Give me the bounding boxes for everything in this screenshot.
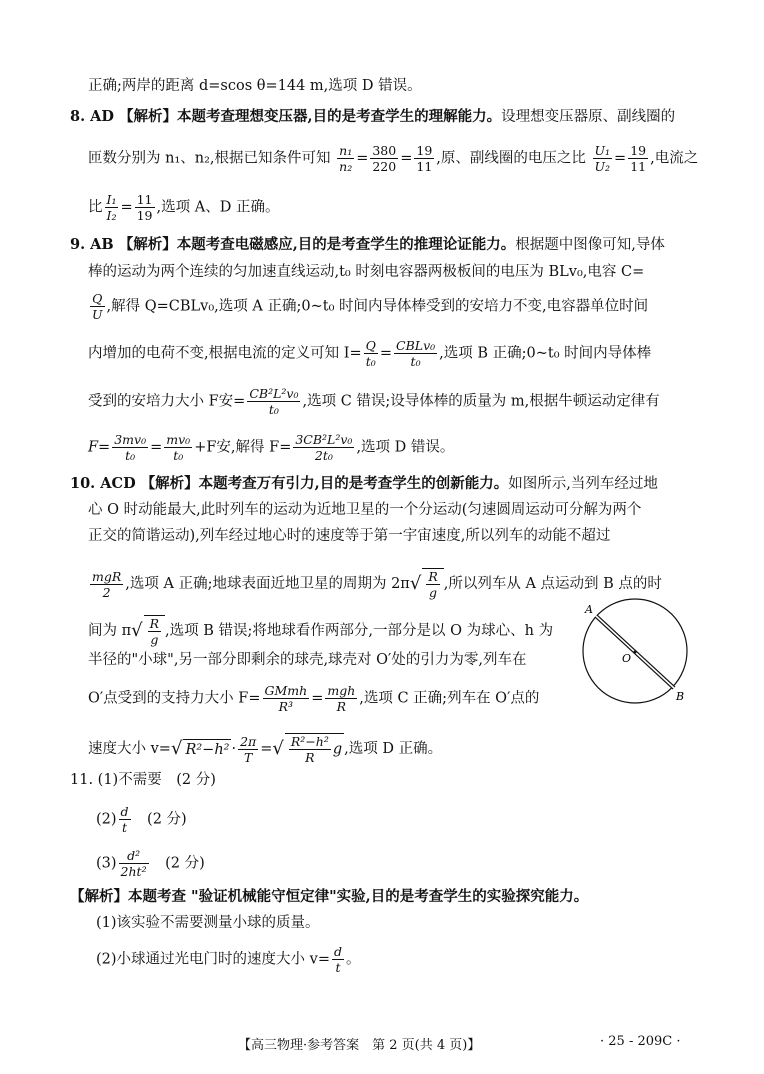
q8-text-c1: 比 <box>88 199 103 216</box>
fraction-mgR-2: $\frac{\text{mgR}}{2}$ <box>92 568 122 600</box>
radical-sign-3: √ <box>170 738 183 759</box>
fraction-r2h2-R: $\frac{\text{R²−h²}}{R}$ <box>290 734 329 765</box>
q8-heading: 8. AD 【解析】本题考查理想变压器,目的是考查学生的理解能力。 <box>70 108 502 125</box>
fraction-mgh-R: $\frac{\text{mgh}}{R}$ <box>327 683 356 714</box>
q10-text-d2: ,所以列车从 A 点运动到 B 点的时 <box>443 576 662 592</box>
q11-text-s2b: 。 <box>346 951 361 968</box>
fraction-d-t-2: $\frac{d}{t}$ <box>334 944 343 975</box>
fraction-Q-U: $\frac{Q}{U}$ <box>92 291 103 322</box>
fraction-Q-t0: $\frac{Q}{\text{t₀}}$ <box>365 338 376 369</box>
q11-line-2 <box>96 804 187 835</box>
q10-text-e2: ,选项 B 错误;将地球看作两部分,一部分是以 O 为球心、h 为 <box>165 623 554 639</box>
q10-line-7: O′点受到的支持力大小 F= $\frac{\text{GMmh}}{\text{R³}}$ = $\frac{\text{mgh}}{R}$ ,选项 C 正确;列车在 O′点的 <box>88 683 540 714</box>
sqrt-r2-h2: R²−h² <box>183 739 231 760</box>
radical-sign: √ <box>409 573 422 594</box>
line-0: 正确;两岸的距离 d=scos θ=144 m,选项 D 错误。 <box>88 78 422 94</box>
q11-text-3a: (3) <box>96 855 117 872</box>
q10-text-h2: · <box>231 741 237 757</box>
q8-text-a: 设理想变压器原、副线圈的 <box>501 109 676 125</box>
q10-line-8: 速度大小 v=√ R²−h² · $\frac{2\pi}{T}$ =√ $\frac{\text{R²−h²}}{R}$ g ,选项 D 正确。 <box>88 733 443 765</box>
q9-text-f2: +F安,解得 F= <box>194 439 292 456</box>
fraction-d2-2ht2: $\frac{\text{d²}}{\text{2ht²}}$ <box>120 848 147 879</box>
q9-line-2: 棒的运动为两个连续的匀加速直线运动,t₀ 时刻电容器两极板间的电压为 BLv₀,电容 C= <box>88 264 645 280</box>
q8-line-1 <box>70 107 675 127</box>
fraction-380-220: $\frac{380}{220}$ <box>372 143 397 174</box>
q10-line-3: 正交的简谐运动),列车经过地心时的速度等于第一宇宙速度,所以列车的动能不超过 <box>88 528 611 544</box>
q9-text-e2: ,选项 C 错误;设导体棒的质量为 m,根据牛顿运动定律有 <box>302 393 660 410</box>
q10-text-e1: 间为 π <box>88 623 132 639</box>
fraction-GMmh-R3: $\frac{\text{GMmh}}{\text{R³}}$ <box>264 683 308 714</box>
q8-line-2: 匝数分别为 n₁、n₂,根据已知条件可知 $\frac{\text{n₁}}{\text{n₂}}$ = $\frac{380}{220}$ = $\frac{19}{11}$ ,原、副线圈的电压之比 $\frac{\text{U₁}}{\text{U₂}}$ = $\frac{19}{11}$ ,电流之 <box>88 143 699 174</box>
q10-line-1 <box>70 474 658 494</box>
fraction-CBLv0-t0: $\frac{\text{CBLv₀}}{\text{t₀}}$ <box>396 338 436 369</box>
footer-page-info: 【高三物理·参考答案 第 2 页(共 4 页)】 <box>238 1038 481 1053</box>
fraction-I1-I2: $\frac{\text{I₁}}{\text{I₂}}$ <box>106 192 117 223</box>
fraction-11-19: $\frac{11}{19}$ <box>136 192 153 223</box>
q9-line-4: 内增加的电荷不变,根据电流的定义可知 I= $\frac{Q}{\text{t₀}}$ = $\frac{\text{CBLv₀}}{\text{t₀}}$ ,选项 B 正确;0~t₀ 时间内导体棒 <box>88 338 652 369</box>
q8-text-b2: ,原、副线圈的电压之比 <box>436 150 586 167</box>
fraction-3mv0-t0: $\frac{\text{3mv₀}}{\text{t₀}}$ <box>114 432 147 463</box>
q8-line-3: 比 $\frac{\text{I₁}}{\text{I₂}}$ = $\frac{11}{19}$ ,选项 A、D 正确。 <box>88 192 280 223</box>
label-a: A <box>585 603 593 616</box>
q10-text-g1: O′点受到的支持力大小 F= <box>88 690 261 707</box>
q10-line-4 <box>88 568 662 600</box>
q11-text-s2a: (2)小球通过光电门时的速度大小 v= <box>96 951 330 968</box>
q11-analysis-heading: 【解析】本题考查 "验证机械能守恒定律"实验,目的是考查学生的实验探究能力。 <box>70 888 589 905</box>
center-point <box>634 651 637 654</box>
q10-line-5 <box>88 615 553 647</box>
q11-line-s2 <box>96 944 361 975</box>
q10-line-2: 心 O 时动能最大,此时列车的运动为近地卫星的一个分运动(匀速圆周运动可分解为两个 <box>88 502 642 518</box>
q9-line-6: F= $\frac{\text{3mv₀}}{\text{t₀}}$ = $\frac{\text{mv₀}}{\text{t₀}}$ +F安,解得 F= $\frac{\text{3CB²L²v₀}}{\text{2t₀}}$ ,选项 D 错误。 <box>88 432 455 463</box>
q8-text-b1: 匝数分别为 n₁、n₂,根据已知条件可知 <box>88 150 331 167</box>
q10-text-a: 如图所示,当列车经过地 <box>508 476 658 492</box>
footer-code: · 25 - 209C · <box>600 1034 681 1049</box>
q10-text-g2: ,选项 C 正确;列车在 O′点的 <box>359 690 540 707</box>
q9-text-d1: 内增加的电荷不变,根据电流的定义可知 I= <box>88 345 362 362</box>
fraction-19-11: $\frac{19}{11}$ <box>416 143 433 174</box>
fraction-19-11-b: $\frac{19}{11}$ <box>630 143 647 174</box>
fraction-R-g-2: $\frac{R}{g}$ <box>149 616 160 647</box>
fraction-CB2L2v0-t0: $\frac{\text{CB²L²v₀}}{\text{t₀}}$ <box>249 386 299 417</box>
q11-line-3 <box>96 848 205 879</box>
earth-tunnel-diagram <box>580 596 690 706</box>
q11-text-2b: (2 分) <box>132 811 187 828</box>
q9-text-f3: ,选项 D 错误。 <box>356 439 455 456</box>
fraction-d-t: $\frac{d}{t}$ <box>120 804 129 835</box>
fraction-3CB2L2v0-2t0: $\frac{\text{3CB²L²v₀}}{\text{2t₀}}$ <box>295 432 353 463</box>
q10-text-h1: 速度大小 v= <box>88 741 171 757</box>
q10-line-6: 半径的"小球",另一部分即剩余的球壳,球壳对 O′处的引力为零,列车在 <box>88 652 527 668</box>
q8-text-c2: ,选项 A、D 正确。 <box>156 199 280 216</box>
q9-line-5 <box>88 386 660 417</box>
q9-text-e1: 受到的安培力大小 F安= <box>88 393 246 410</box>
q8-text-b3: ,电流之 <box>650 150 699 167</box>
q11-line-1: 11. (1)不需要 (2 分) <box>70 772 216 788</box>
label-b: B <box>676 690 685 703</box>
q9-text-f1: F= <box>88 439 111 456</box>
radical-sign-2: √ <box>131 620 143 641</box>
fraction-mv0-t0: $\frac{\text{mv₀}}{\text{t₀}}$ <box>166 432 191 463</box>
radical-sign-4: √ <box>272 738 284 759</box>
fraction-n1-n2: $\frac{\text{n₁}}{\text{n₂}}$ <box>339 143 353 174</box>
q11-text-2a: (2) <box>96 811 117 828</box>
fraction-U1-U2: $\frac{\text{U₁}}{\text{U₂}}$ <box>594 143 611 174</box>
fraction-R-g: $\frac{R}{g}$ <box>428 569 438 600</box>
q11-text-3b: (2 分) <box>150 855 205 872</box>
q10-text-h3: ,选项 D 正确。 <box>344 741 443 757</box>
q9-line-3 <box>88 291 648 322</box>
q11-line-s1: (1)该实验不需要测量小球的质量。 <box>96 915 320 931</box>
fraction-2pi-T: $\frac{2\pi}{T}$ <box>240 733 257 765</box>
q9-heading: 9. AB 【解析】本题考查电磁感应,目的是考查学生的推理论证能力。 <box>70 236 516 253</box>
q9-text-a: 根据题中图像可知,导体 <box>515 237 665 253</box>
q9-text-c: ,解得 Q=CBLv₀,选项 A 正确;0~t₀ 时间内导体棒受到的安培力不变,电容器单位时间 <box>106 298 649 315</box>
q10-heading: 10. ACD 【解析】本题考查万有引力,目的是考查学生的创新能力。 <box>70 475 509 492</box>
q9-text-d2: ,选项 B 正确;0~t₀ 时间内导体棒 <box>439 345 652 362</box>
q10-text-d1: ,选项 A 正确;地球表面近地卫星的周期为 2π <box>125 576 410 592</box>
q9-line-1 <box>70 235 665 255</box>
label-o: O <box>622 652 632 665</box>
